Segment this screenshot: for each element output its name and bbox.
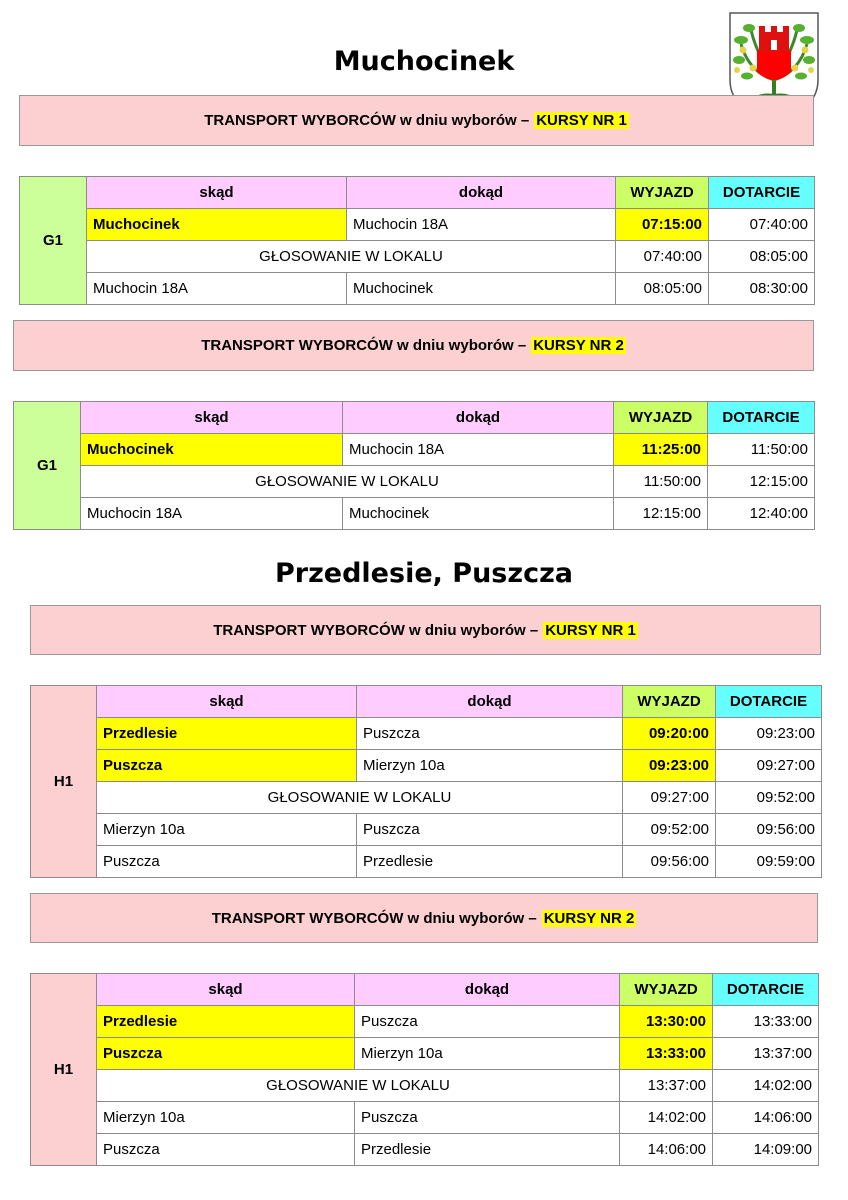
course-banner <box>30 605 821 655</box>
cell-arrive: 11:50:00 <box>708 434 815 466</box>
header-to: dokąd <box>347 177 616 209</box>
table-row <box>31 1006 819 1038</box>
cell-depart: 12:15:00 <box>614 498 708 530</box>
header-from: skąd <box>87 177 347 209</box>
cell-depart: 08:05:00 <box>616 273 709 305</box>
table-row <box>14 498 815 530</box>
cell-arrive: 14:06:00 <box>713 1102 819 1134</box>
cell-arrive: 12:40:00 <box>708 498 815 530</box>
cell-arrive: 09:56:00 <box>716 814 822 846</box>
cell-voting: GŁOSOWANIE W LOKALU <box>97 782 623 814</box>
cell-depart: 09:52:00 <box>623 814 716 846</box>
header-from: skąd <box>81 402 343 434</box>
table-row <box>14 466 815 498</box>
cell-depart: 13:30:00 <box>620 1006 713 1038</box>
cell-arrive: 14:09:00 <box>713 1134 819 1166</box>
table-row <box>31 750 822 782</box>
cell-arrive: 08:05:00 <box>709 241 815 273</box>
cell-depart: 09:56:00 <box>623 846 716 878</box>
cell-to: Muchocin 18A <box>343 434 614 466</box>
section-title-muchocinek: Muchocinek <box>333 46 515 77</box>
cell-from: Muchocinek <box>87 209 347 241</box>
cell-arrive: 12:15:00 <box>708 466 815 498</box>
table-row <box>31 1070 819 1102</box>
header-arrive: DOTARCIE <box>708 402 815 434</box>
cell-depart: 14:02:00 <box>620 1102 713 1134</box>
cell-depart: 09:20:00 <box>623 718 716 750</box>
table-row <box>31 782 822 814</box>
cell-from: Muchocin 18A <box>87 273 347 305</box>
table-row <box>31 846 822 878</box>
table-row <box>31 1038 819 1070</box>
header-arrive: DOTARCIE <box>716 686 822 718</box>
table-row <box>31 718 822 750</box>
group-label: H1 <box>31 686 97 878</box>
cell-voting: GŁOSOWANIE W LOKALU <box>81 466 614 498</box>
group-label: H1 <box>31 974 97 1166</box>
cell-depart: 07:15:00 <box>616 209 709 241</box>
schedule-table <box>13 401 815 530</box>
header-arrive: DOTARCIE <box>713 974 819 1006</box>
header-from: skąd <box>97 686 357 718</box>
cell-from: Puszcza <box>97 846 357 878</box>
header-depart: WYJAZD <box>614 402 708 434</box>
cell-to: Puszcza <box>355 1102 620 1134</box>
cell-arrive: 09:59:00 <box>716 846 822 878</box>
header-to: dokąd <box>355 974 620 1006</box>
cell-arrive: 14:02:00 <box>713 1070 819 1102</box>
banner-course-number: KURSY NR 1 <box>536 112 627 129</box>
header-depart: WYJAZD <box>623 686 716 718</box>
cell-arrive: 09:52:00 <box>716 782 822 814</box>
course-banner <box>30 893 818 943</box>
cell-from: Mierzyn 10a <box>97 1102 355 1134</box>
banner-text: TRANSPORT WYBORCÓW w dniu wyborów – <box>211 909 537 927</box>
cell-voting: GŁOSOWANIE W LOKALU <box>87 241 616 273</box>
table-row <box>20 273 815 305</box>
header-depart: WYJAZD <box>616 177 709 209</box>
cell-depart: 13:33:00 <box>620 1038 713 1070</box>
table-row <box>31 814 822 846</box>
cell-to: Przedlesie <box>355 1134 620 1166</box>
cell-arrive: 13:33:00 <box>713 1006 819 1038</box>
cell-depart: 09:23:00 <box>623 750 716 782</box>
cell-depart: 11:25:00 <box>614 434 708 466</box>
table-row <box>14 434 815 466</box>
cell-arrive: 09:27:00 <box>716 750 822 782</box>
banner-course-number: KURSY NR 1 <box>545 621 636 639</box>
table-row <box>20 209 815 241</box>
header-to: dokąd <box>343 402 614 434</box>
cell-depart: 11:50:00 <box>614 466 708 498</box>
table-row <box>31 1102 819 1134</box>
group-label: G1 <box>20 177 87 305</box>
cell-arrive: 09:23:00 <box>716 718 822 750</box>
cell-from: Muchocinek <box>81 434 343 466</box>
header-to: dokąd <box>357 686 623 718</box>
schedule-table <box>30 685 822 878</box>
cell-to: Muchocin 18A <box>347 209 616 241</box>
cell-to: Mierzyn 10a <box>357 750 623 782</box>
banner-text: TRANSPORT WYBORCÓW w dniu wyborów – <box>201 337 527 354</box>
cell-depart: 09:27:00 <box>623 782 716 814</box>
banner-text: TRANSPORT WYBORCÓW w dniu wyborów – <box>213 621 539 639</box>
table-row <box>20 241 815 273</box>
cell-to: Puszcza <box>357 718 623 750</box>
cell-to: Przedlesie <box>357 846 623 878</box>
banner-course-number: KURSY NR 2 <box>543 909 635 927</box>
schedule-table <box>30 973 819 1166</box>
table-header-row <box>20 177 815 209</box>
cell-to: Muchocinek <box>347 273 616 305</box>
cell-depart: 13:37:00 <box>620 1070 713 1102</box>
cell-to: Puszcza <box>357 814 623 846</box>
banner-course-number: KURSY NR 2 <box>533 337 624 354</box>
cell-from: Przedlesie <box>97 718 357 750</box>
table-header-row <box>14 402 815 434</box>
cell-voting: GŁOSOWANIE W LOKALU <box>97 1070 620 1102</box>
cell-to: Mierzyn 10a <box>355 1038 620 1070</box>
header-from: skąd <box>97 974 355 1006</box>
section-title-przedlesie-puszcza: Przedlesie, Puszcza <box>274 558 574 589</box>
cell-arrive: 07:40:00 <box>709 209 815 241</box>
cell-arrive: 13:37:00 <box>713 1038 819 1070</box>
course-banner <box>19 95 814 146</box>
header-arrive: DOTARCIE <box>709 177 815 209</box>
cell-to: Muchocinek <box>343 498 614 530</box>
table-header-row <box>31 686 822 718</box>
banner-text: TRANSPORT WYBORCÓW w dniu wyborów – <box>204 112 530 129</box>
table-row <box>31 1134 819 1166</box>
cell-from: Mierzyn 10a <box>97 814 357 846</box>
cell-to: Puszcza <box>355 1006 620 1038</box>
table-header-row <box>31 974 819 1006</box>
cell-from: Przedlesie <box>97 1006 355 1038</box>
cell-arrive: 08:30:00 <box>709 273 815 305</box>
course-banner <box>13 320 814 371</box>
group-label: G1 <box>14 402 81 530</box>
cell-from: Muchocin 18A <box>81 498 343 530</box>
cell-from: Puszcza <box>97 750 357 782</box>
schedule-table <box>19 176 815 305</box>
header-depart: WYJAZD <box>620 974 713 1006</box>
cell-from: Puszcza <box>97 1038 355 1070</box>
cell-depart: 07:40:00 <box>616 241 709 273</box>
cell-depart: 14:06:00 <box>620 1134 713 1166</box>
cell-from: Puszcza <box>97 1134 355 1166</box>
